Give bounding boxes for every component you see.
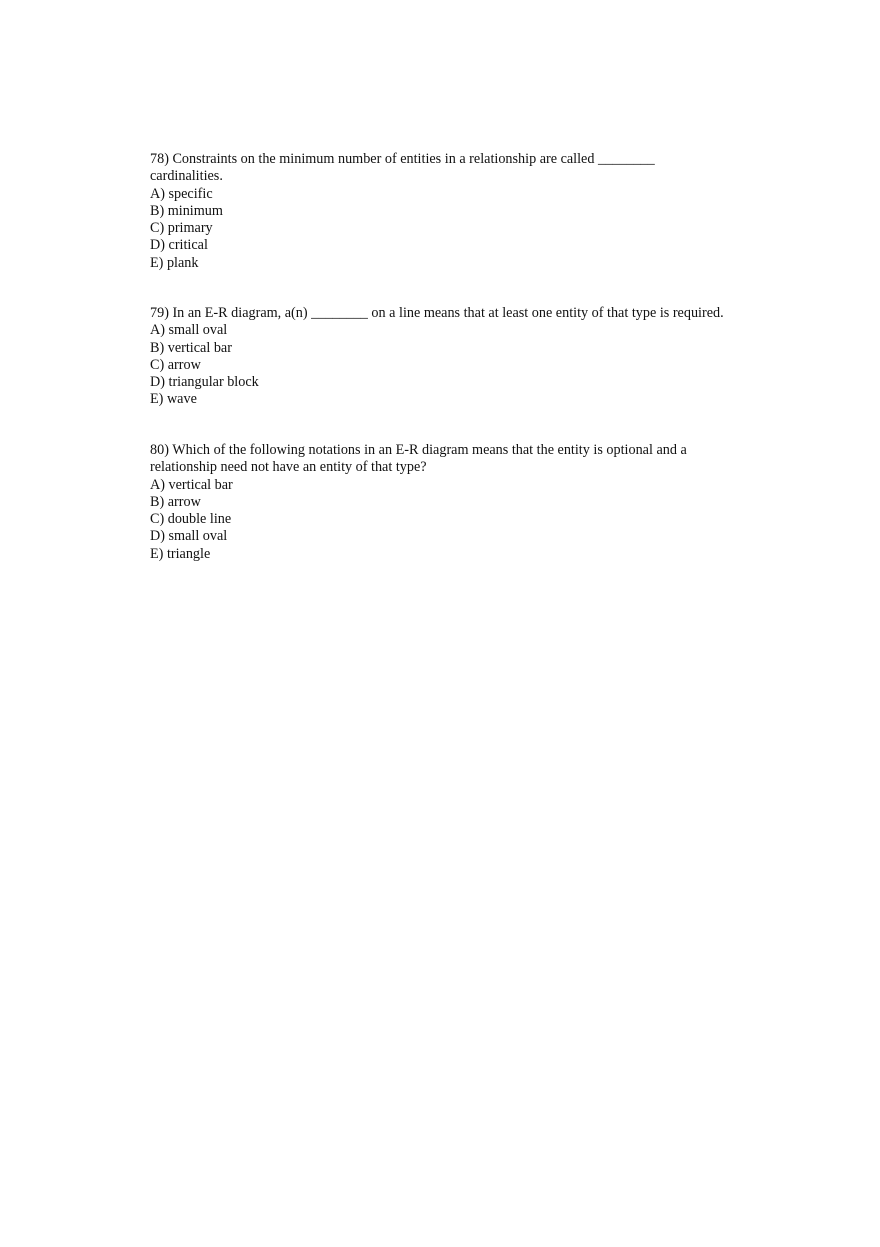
- answer-options: [150, 477, 730, 563]
- question-stem: 80) Which of the following notations in an E-R diagram means that the entity is optional and a relationship need not have an entity of that type?: [150, 442, 687, 476]
- option-b: B) arrow: [150, 493, 201, 510]
- option-a: A) specific: [150, 185, 213, 202]
- option-c: C) double line: [150, 511, 232, 528]
- question-79: [150, 305, 730, 409]
- option-c: C) primary: [150, 220, 213, 237]
- answer-options: [150, 322, 730, 408]
- answer-options: [150, 186, 730, 272]
- option-d: D) triangular block: [150, 374, 259, 391]
- option-b: B) vertical bar: [150, 339, 232, 356]
- option-a: A) vertical bar: [150, 476, 233, 493]
- question-80: [150, 442, 730, 563]
- option-a: A) small oval: [150, 322, 228, 339]
- option-b: B) minimum: [150, 202, 223, 219]
- question-stem: 78) Constraints on the minimum number of entities in a relationship are called ________ cardinalities.: [150, 151, 655, 185]
- option-d: D) critical: [150, 237, 208, 254]
- option-d: D) small oval: [150, 528, 228, 545]
- option-c: C) arrow: [150, 356, 201, 373]
- question-stem: 79) In an E-R diagram, a(n) ________ on a line means that at least one entity of that type is required.: [150, 305, 724, 321]
- question-78: [150, 151, 730, 272]
- option-e: E) wave: [150, 391, 197, 408]
- option-e: E) triangle: [150, 545, 211, 562]
- option-e: E) plank: [150, 254, 199, 271]
